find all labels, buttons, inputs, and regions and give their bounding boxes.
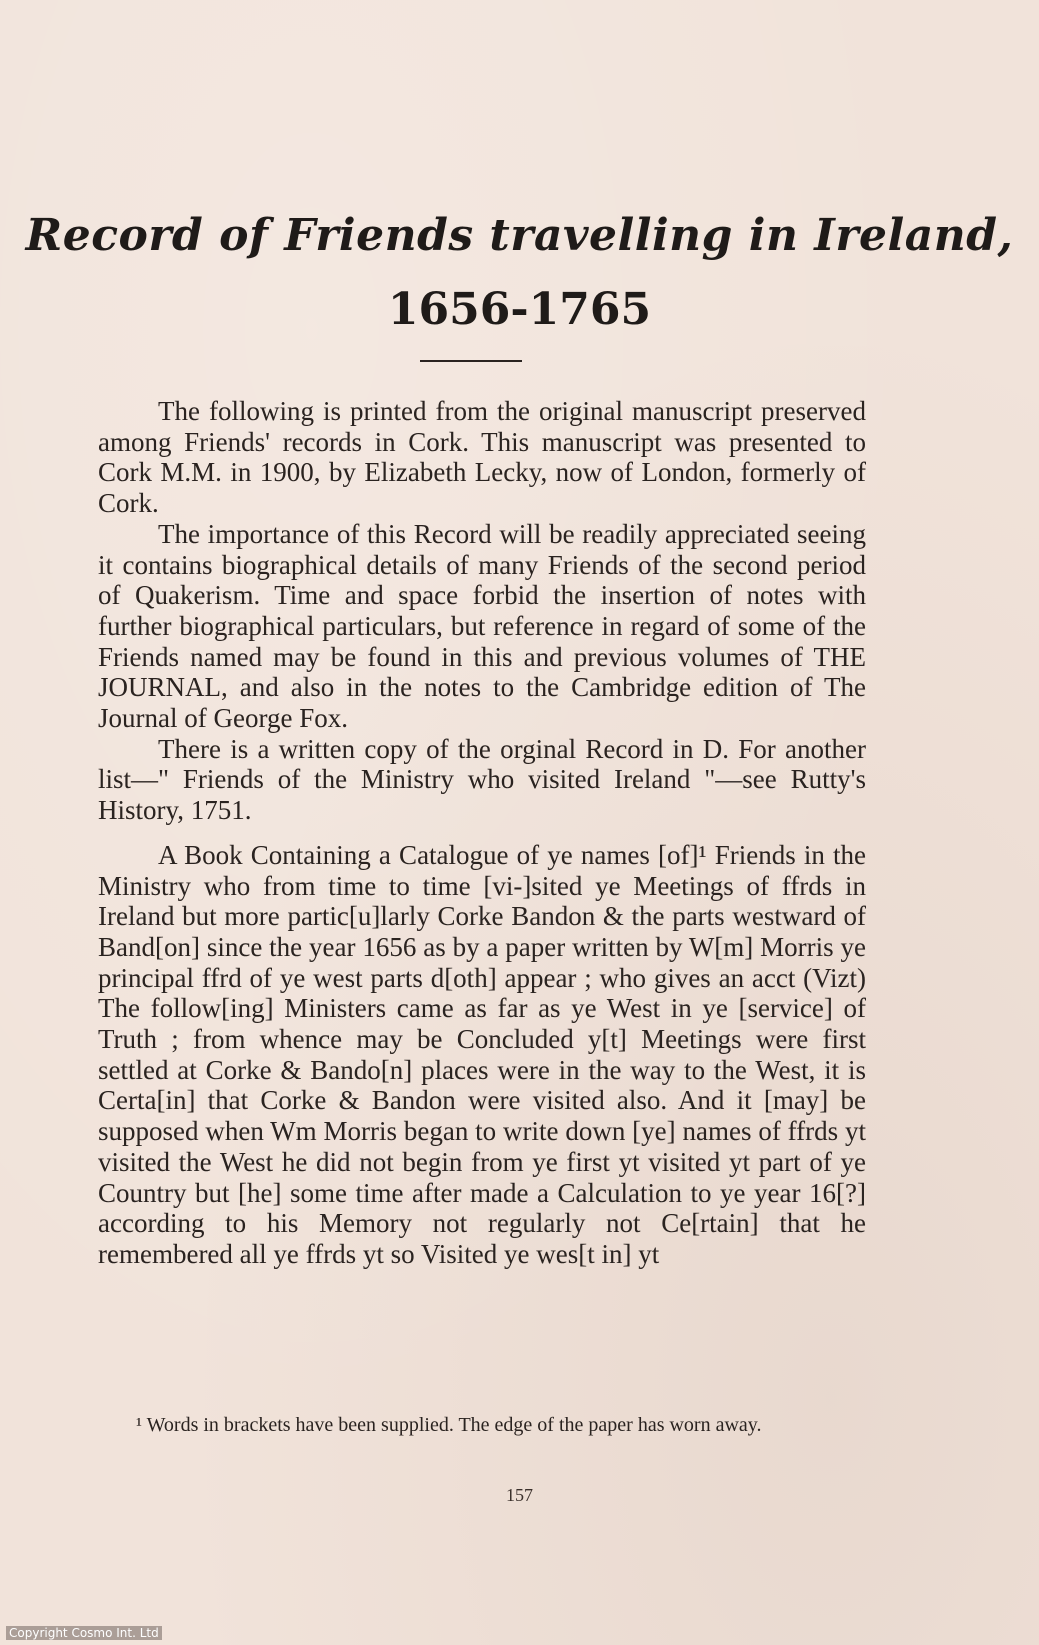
paragraph-intro: The following is printed from the original manuscript preserved among Friends' records in Cork. This manuscript was presented to Cork M.M. in 1900, by Elizabeth Lecky, now of London, formerly of Cork. (98, 396, 866, 519)
page-number: 157 (506, 1485, 533, 1505)
paragraph-importance: The importance of this Record will be readily appreciated seeing it contains biographical details of many Friends of the second period of Quakerism. Time and space forbid the insertion of notes with further biographical particulars, but reference in regard of some of the Friends named may be found in this and previous volumes of THE JOURNAL, and also in the notes to the Cambridge edition of The Journal of George Fox. (98, 518, 866, 734)
page-title (0, 200, 1039, 346)
footnote-text: ¹ Words in brackets have been supplied. The edge of the paper has worn away. (136, 1414, 762, 1436)
paragraph-catalogue: A Book Containing a Catalogue of ye names [of]¹ Friends in the Ministry who from time to time [vi-]sited ye Meetings of ffrds in Ireland but more partic[u]larly Corke Bandon & the parts westward of Band[on] since the year 1656 as by a paper written by W[m] Morris ye principal ffrd of ye west parts d[oth] appear ; who gives an acct (Vizt) The follow[ing] Ministers came as far as ye West in ye [service] of Truth ; from whence may be Concluded y[t] Meetings were first settled at Corke & Bando[n] places were in the way to the West, it is Certa[in] that Corke & Bandon were visited also. And it [may] be supposed when Wm Morris began to write down [ye] names of ffrds yt visited the West he did not begin from ye first yt visited yt part of ye Country but [he] some time after made a Calculation to ye year 16[?] according to his Memory not regularly not Ce[rtain] that he remembered all ye ffrds yt so Visited ye wes[t in] yt (98, 839, 866, 1269)
title-line-2: 1656-1765 (387, 284, 652, 335)
copyright-watermark: Copyright Cosmo Int. Ltd (6, 1626, 162, 1640)
paragraph-copy: There is a written copy of the orginal Record in D. For another list—" Friends of the Ministry who visited Ireland "—see Rutty's History, 1751. (98, 733, 866, 826)
title-line-1: Record of Friends travelling in Ireland, (25, 210, 1014, 261)
title-divider (420, 360, 522, 362)
footnote (98, 1413, 866, 1437)
body-text (98, 396, 866, 1270)
